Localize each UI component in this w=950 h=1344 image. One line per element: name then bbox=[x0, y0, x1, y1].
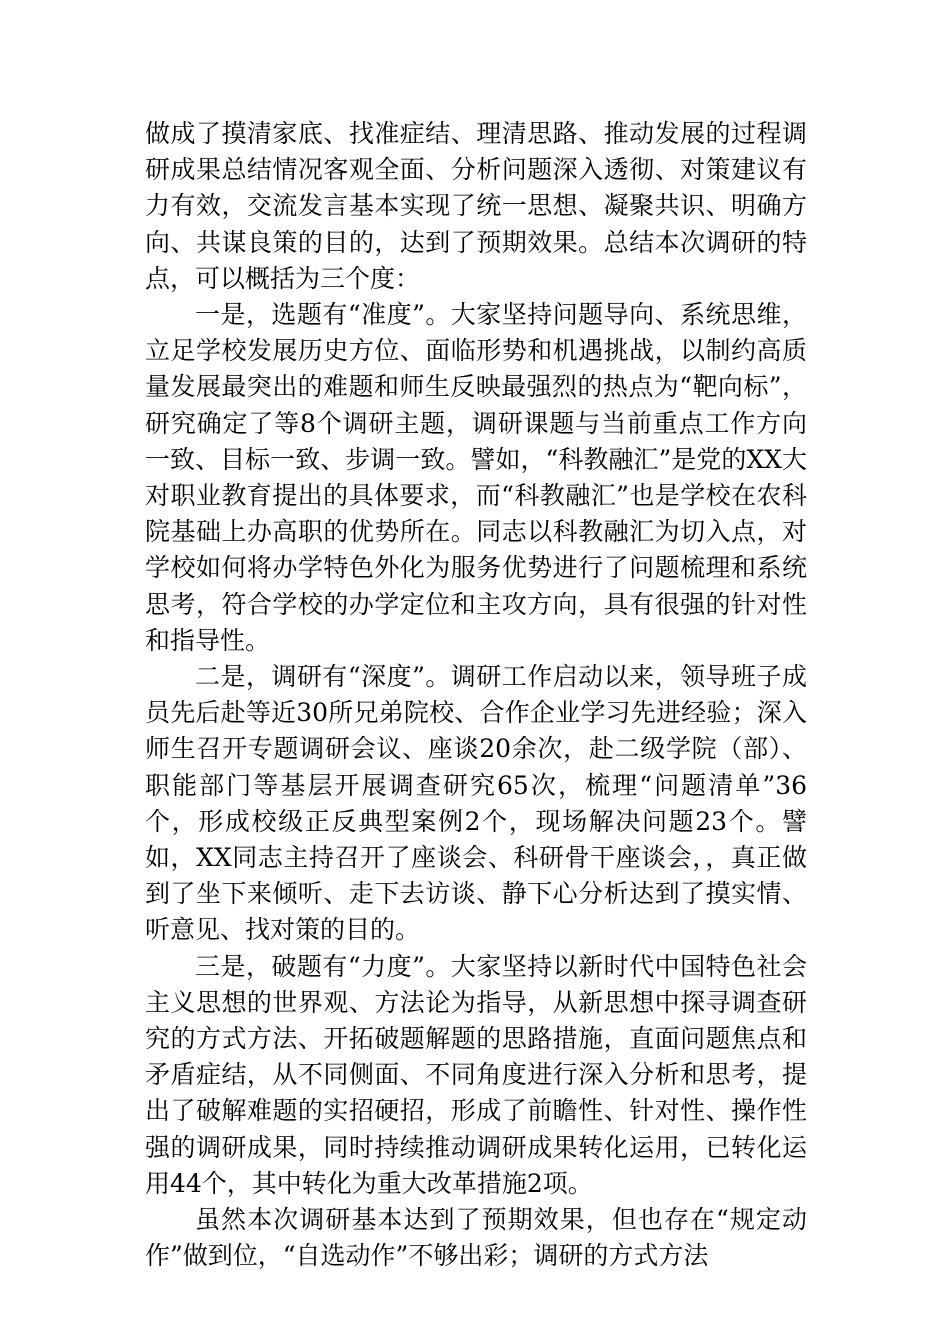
paragraph-research-depth: 二是，调研有“深度”。调研工作启动以来，领导班子成员先后赴等近30所兄弟院校、合作企业学习先进经验；深入师生召开专题调研会议、座谈20余次，赴二级学院（部）、职能部门等基层开展调查研究65次，梳理“问题清单”36个，形成校级正反典型案例2个，现场解决问题23个。譬如，XX同志主持召开了座谈会、科研骨干座谈会，，真正做到了坐下来倾听、走下去访谈、静下心分析达到了摸实情、听意见、找对策的目的。 bbox=[145, 662, 807, 945]
paragraph-problem-solving-strength: 三是，破题有“力度”。大家坚持以新时代中国特色社会主义思想的世界观、方法论为指导，从新思想中探寻调查研究的方式方法、开拓破题解题的思路措施，直面问题焦点和矛盾症结，从不同侧面、不同角度进行深入分析和思考，提出了破解难题的实招硬招，形成了前瞻性、针对性、操作性强的调研成果，同时持续推动调研成果转化运用，已转化运用44个，其中转化为重大改革措施2项。 bbox=[145, 951, 807, 1198]
paragraph-summary-intro: 做成了摸清家底、找准症结、理清思路、推动发展的过程调研成果总结情况客观全面、分析问题深入透彻、对策建议有力有效，交流发言基本实现了统一思想、凝聚共识、明确方向、共谋良策的目的，达到了预期效果。总结本次调研的特点，可以概括为三个度： bbox=[145, 119, 807, 293]
document-page bbox=[145, 116, 807, 1275]
paragraph-shortcomings: 虽然本次调研基本达到了预期效果，但也存在“规定动作”做到位，“自选动作”不够出彩；调研的方式方法 bbox=[145, 1205, 807, 1271]
paragraph-topic-accuracy: 一是，选题有“准度”。大家坚持问题导向、系统思维，立足学校发展历史方位、面临形势和机遇挑战，以制约高质量发展最突出的难题和师生反映最强烈的热点为“靶向标”，研究确定了等8个调研主题，调研课题与当前重点工作方向一致、目标一致、步调一致。譬如，“科教融汇”是党的XX大对职业教育提出的具体要求，而“科教融汇”也是学校在农科院基础上办高职的优势所在。同志以科教融汇为切入点，对学校如何将办学特色外化为服务优势进行了问题梳理和系统思考，符合学校的办学定位和主攻方向，具有很强的针对性和指导性。 bbox=[145, 300, 807, 655]
